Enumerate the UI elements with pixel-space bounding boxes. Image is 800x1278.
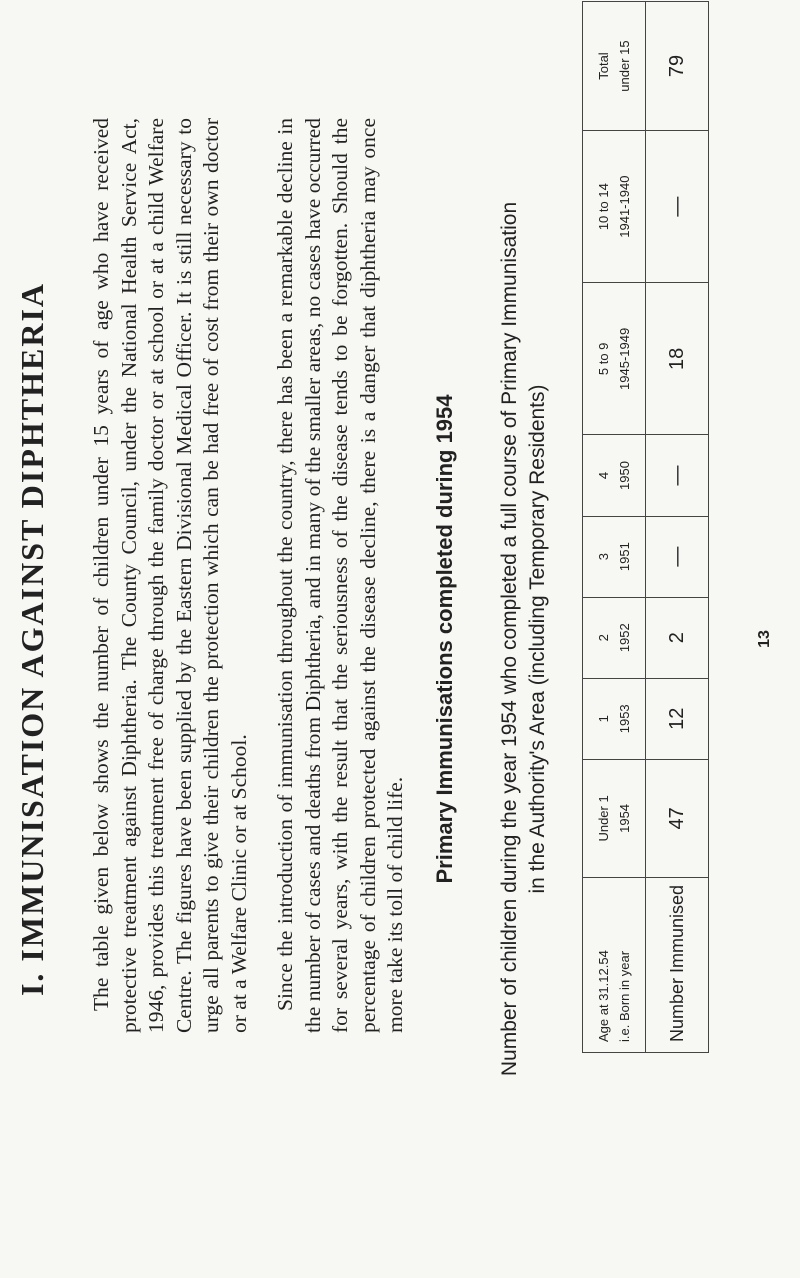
cell-total: 79 — [646, 2, 709, 131]
cell-2: 2 — [646, 597, 709, 678]
header-col-total — [583, 2, 646, 131]
header-col-5-to-9 — [583, 283, 646, 435]
cell-5-to-9: 18 — [646, 283, 709, 435]
header-col-1 — [583, 678, 646, 759]
cell-4: — — [646, 435, 709, 516]
row-label: Number Immunised — [646, 878, 709, 1053]
section-heading: Primary Immunisations completed during 1954 — [432, 394, 457, 884]
header-top: 5 to 9 — [596, 342, 611, 376]
header-bottom: under 15 — [617, 40, 632, 92]
table — [582, 1, 709, 1053]
header-bottom: 1954 — [617, 803, 632, 833]
header-top: 1 — [596, 715, 611, 723]
header-top: 4 — [596, 471, 611, 480]
paragraph-intro: The table given below shows the number of children under 15 years of age who have received protective treatment against Diphtheria. The County Council, under the National Health Service Act, 1946, provides this treatment free of charge through the family doctor or at school or at a child Welfare Centre. The figures have been supplied by the Eastern Divisional Medical Officer. It is still necessary to urge all parents to give their children the protection which can be had free of cost from their own doctor or at a Welfare Clinic or at School. — [89, 118, 251, 1033]
table-header-row — [583, 2, 646, 1053]
header-col-3 — [583, 516, 646, 597]
table-row — [646, 2, 709, 1053]
cell-under-1: 47 — [646, 759, 709, 877]
table-caption-line-1: Number of children during the year 1954 who completed a full course of Primary Immunisation — [498, 201, 521, 1077]
header-bottom: 1951 — [617, 542, 632, 572]
cell-10-to-14: — — [646, 131, 709, 283]
immunisation-table — [582, 1, 709, 1053]
paragraph-decline: Since the introduction of immunisation throughout the country, there has been a remarkable decline in the number of cases and deaths from Diphtheria, and in many of the smaller areas, no cases have occurred for several years, with the result that the seriousness of the disease tends to be forgotten. Should the percentage of children protected against the disease decline, there is a danger that diphtheria may once more take its toll of child life. — [273, 118, 407, 1033]
page-title: I. IMMUNISATION AGAINST DIPHTHERIA — [14, 281, 50, 997]
header-col-4 — [583, 435, 646, 516]
header-age-label-bottom: i.e. Born in year — [617, 950, 632, 1042]
cell-3: — — [646, 516, 709, 597]
header-top: 2 — [596, 634, 611, 642]
cell-1: 12 — [646, 678, 709, 759]
header-bottom: 1950 — [617, 461, 632, 490]
header-top: 3 — [596, 553, 611, 561]
page-number: 13 — [756, 630, 773, 648]
header-age-label — [583, 878, 646, 1053]
header-age-label-top: Age at 31.12.54 — [596, 950, 611, 1042]
header-bottom: 1953 — [617, 704, 632, 734]
table-caption-line-2: in the Authority's Area (including Temporary Residents) — [526, 384, 549, 894]
header-bottom: 1945-1949 — [617, 327, 632, 390]
header-top: Under 1 — [596, 795, 611, 842]
header-top: 10 to 14 — [596, 183, 611, 231]
header-bottom: 1952 — [617, 623, 632, 653]
header-col-2 — [583, 597, 646, 678]
header-col-under-1 — [583, 759, 646, 877]
header-col-10-to-14 — [583, 131, 646, 283]
header-bottom: 1941-1940 — [617, 175, 632, 238]
header-top: Total — [596, 52, 611, 80]
